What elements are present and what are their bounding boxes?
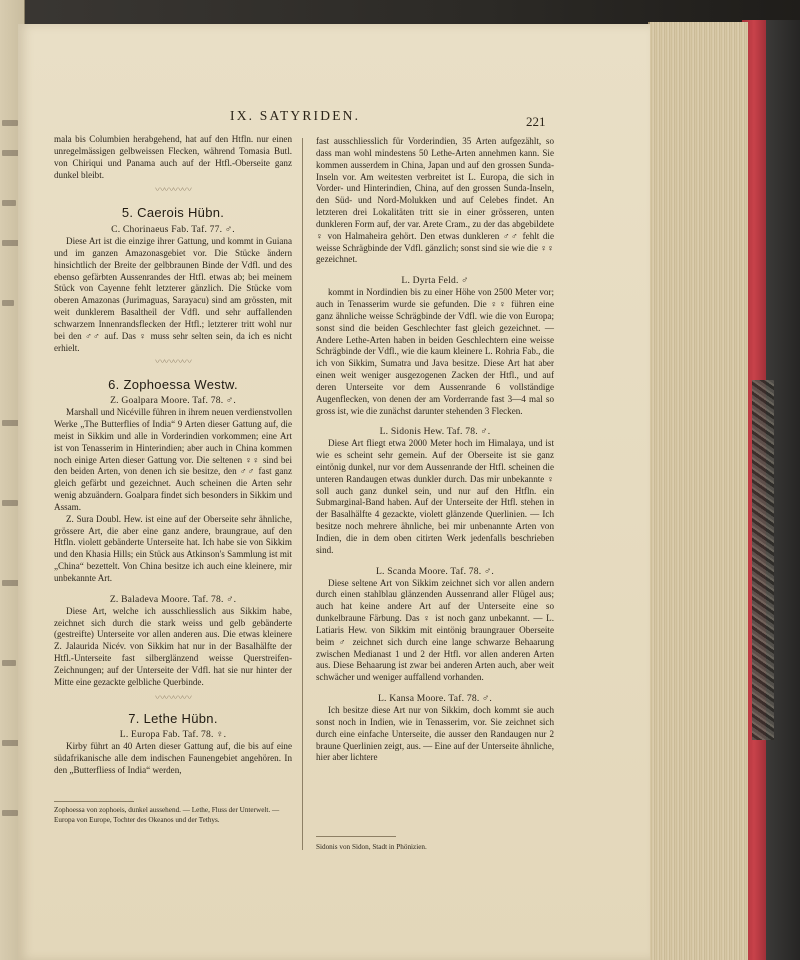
column-divider (302, 138, 303, 850)
paragraph: Diese Art fliegt etwa 2000 Meter hoch im Himalaya, und ist wie es scheint sehr gemein. Auf der Oberseite ist sie ganz eintönig dunkel, nur vor dem Aussenrande der Htfl. scheinen die unteren Randaugen etwas dunkler durch. Das mir unbekannte ♀ soll auch ganz dunkel sein, und nur auf den Htfln. ein Submarginal-Band haben. Auf der Unterseite der Htfl. stehen in der Basalhälfte 4 gezackte, violett glänzende Querlinien. — Ich besitze noch mehrere ähnliche, bei mir unbenannte Arten von Indien, die in dem oben citirten Werk jedenfalls beschrieben sind. (316, 438, 554, 555)
species-heading: Z. Baladeva Moore. Taf. 78. ♂. (109, 593, 237, 605)
footnote: Sidonis von Sidon, Stadt in Phönizien. (316, 843, 427, 851)
section-ornament: 〰〰〰〰 (155, 185, 191, 197)
genus-heading: 7. Lethe Hübn. (128, 710, 218, 726)
paragraph: mala bis Columbien herabgehend, hat auf den Htfln. nur einen unregelmässigen gelbweissen Flecken, während Tomasia Butl. von Chiriqui und Panama auch auf der Htfl.-Oberseite ganz dunkel bleibt. (54, 134, 292, 180)
genus-heading: 6. Zophoessa Westw. (108, 376, 238, 392)
marbled-cover-edge (752, 380, 774, 740)
section-ornament: 〰〰〰〰 (155, 692, 191, 704)
species-heading: L. Sidonis Hew. Taf. 78. ♂. (379, 426, 491, 438)
section-ornament: 〰〰〰〰 (155, 356, 191, 368)
prev-page-text-fragment (2, 200, 16, 206)
footnote-rule (316, 836, 396, 837)
chapter-header: IX. SATYRIDEN. (230, 108, 361, 123)
page-block-edge (648, 22, 748, 960)
paragraph: Diese Art ist die einzige ihrer Gattung, und kommt in Guiana und im ganzen Amazonasgebiet vor. Die Stücke ändern hinsichtlich der Breite der gelbbraunen Binde der Vdfl. und des ebenso gefärbten Aussenrandes der Htfl. etwas ab; bei meinem Stück von Cayenne fehlt letzterer gänzlich. Die Stücke vom oberen Amazonas (Jurimaguas, Sarayacu) sind am grössten, mit weit dunklerem Basaltheil der Vdfl. und sehr auffallenden schwarzem Innenrandsflecken der Htfl.; letzterer tritt wohl nur bei den ♂♂ auf. Das ♀ muss sehr selten sein, da ich es nicht erhielt. (54, 236, 292, 353)
prev-page-text-fragment (2, 300, 14, 306)
left-column (54, 134, 292, 777)
footnote-rule (54, 801, 134, 802)
prev-page-text-fragment (2, 120, 18, 126)
paragraph: Ich besitze diese Art nur von Sikkim, doch kommt sie auch sonst noch in Indien, wie in Tenasserim, vor. Sie zeichnet sich durch eine einfache Unterseite, die ausser den Randaugen nur 2 braune Querlinien zeigt, aus. — Eine auf der Unterseite ähnliche, hier aber lichtere (316, 704, 554, 763)
genus-heading: 5. Caerois Hübn. (121, 205, 225, 221)
species-heading: L. Dyrta Feld. ♂ (401, 275, 469, 287)
paragraph: Diese seltene Art von Sikkim zeichnet sich vor allen andern durch einen stahlblau glänzenden Aussenrand aller Flügel aus; auch hat keine andere Art auf der Unterseite eine so dunkelbraune Färbung. Das ♀ ist noch ganz unbekannt. — L. Latiaris Hew. von Sikkim mit eintönig braungrauer Oberseite beim ♂ zeichnet sich durch eine lange schwarze Behaarung zwischen Medianast 1 und 2 der Htfl. vor allen anderen Arten aus. Diese Behaarung ist zwar bei anderen Arten auch, aber weit schwächer und weniger auffallend vorhanden. (316, 577, 554, 683)
species-heading: C. Chorinaeus Fab. Taf. 77. ♂. (111, 224, 235, 236)
paragraph: Diese Art, welche ich ausschliesslich aus Sikkim habe, zeichnet sich durch die stark weiss und gelb gebänderte (gestreifte) Unterseite vor allen anderen aus. Die etwas kleinere Z. Jalaurida Nicév. von Sikkim hat nur in der Basalhälfte der Htfl.-Unterseite fast silberglänzend weisse Querstreifen-Zeichnungen; auf der Unterseite der Vdfl. hat sie nur hinter der Mitte eine gezackte gelbliche Querbinde. (54, 605, 292, 687)
prev-page-text-fragment (2, 500, 18, 506)
paragraph: Marshall und Nicéville führen in ihrem neuen verdienstvollen Werke „The Butterflies of India“ 9 Arten dieser Gattung auf, die meist in Sikkim und alle in Vorderindien vorkommen; eine Art ist von Tenasserim in Hinterindien; aber auch in China kommen noch einige Arten dieser Gattung vor. Die seltenen ♀♀ sind bei den beiden Arten, von denen ich sie besitze, den ♂♂ fast ganz gleich gefärbt und gezeichnet. Auch scheinen die Arten sehr wenig abzuändern. Goalpara findet sich besonders in Sikkim und Assam. (54, 407, 292, 512)
page-number: 221 (526, 114, 546, 129)
right-column (316, 136, 554, 764)
paragraph: fast ausschliesslich für Vorderindien, 35 Arten aufgezählt, so dass man wohl mindestens 50 Lethe-Arten annehmen kann. Sie kommen ausserdem in China, Japan und auf den grossen Sunda-Inseln vor. Am weitesten verbreitet ist L. Europa, die sich in Vorder- und Hinterindien, China, auf den grossen Sunda-Inseln, den Süd- und Nord-Molukken und auf Celebes findet. An letzteren drei Lokalitäten tritt sie in einer grösseren, unten dunkleren Form auf, der var. Arete Cram., zu der das abgebildete ♀ von Halmaheira gehört. Den etwas dunkleren ♂♂ fehlt die weisse Schrägbinde der Vdfl. gänzlich; sonst sind sie wie die ♀♀ gezeichnet. (316, 136, 554, 265)
species-heading: L. Europa Fab. Taf. 78. ♀. (119, 729, 227, 741)
species-heading: Z. Goalpara Moore. Taf. 78. ♂. (110, 395, 236, 407)
prev-page-text-fragment (2, 810, 18, 816)
species-heading: L. Scanda Moore. Taf. 78. ♂. (376, 565, 494, 577)
prev-page-text-fragment (2, 660, 16, 666)
paragraph: Z. Sura Doubl. Hew. ist eine auf der Oberseite sehr ähnliche, grössere Art, die aber eine ganz andere, braungraue, auf den Htfln. violett gebänderte Unterseite hat. Ich habe sie von Sikkim und den Khasia Hills; ein Stück aus Atkinson's Sammlung ist mit „China“ bezettelt. Von China besitze ich auch eine kleinere, mir unbekannte Art. (54, 513, 292, 583)
paragraph: Kirby führt an 40 Arten dieser Gattung auf, die bis auf eine südafrikanische alle dem indischen Faunengebiet angehören. In den „Butterfliess of India“ werden, (54, 741, 292, 775)
footnote: Zophoessa von zophoeis, dunkel aussehend. — Lethe, Fluss der Unterwelt. — Europa von Europe, Tochter des Okeanos und der Tethys. (54, 806, 280, 824)
paragraph: kommt in Nordindien bis zu einer Höhe von 2500 Meter vor; auch in Tenasserim wurde sie gefunden. Die ♀♀ führen eine ganz ähnliche weisse Schrägbinde der Vdfl. wie die von Europa; sonst sind die beiden Geschlechter fast gleich gezeichnet. — Andere Lethe-Arten haben in beiden Geschlechtern eine weisse Schrägbinde der Vdfl., wie die kaum kleinere L. Rohria Fab., die ich von Sikkim, Sumatra und Java besitze. Diese Art hat aber einen weit weniger ausgezogenen Zacken der Htfl., und auf deren Unterseite vor dem Aussenrande 6 vollständige Augenflecken, von denen der am Vorderrande fast 3—4 mal so gross ist, wie die zunächst darunter stehenden 3 Flecken. (316, 287, 554, 416)
species-heading: L. Kansa Moore. Taf. 78. ♂. (377, 693, 493, 705)
